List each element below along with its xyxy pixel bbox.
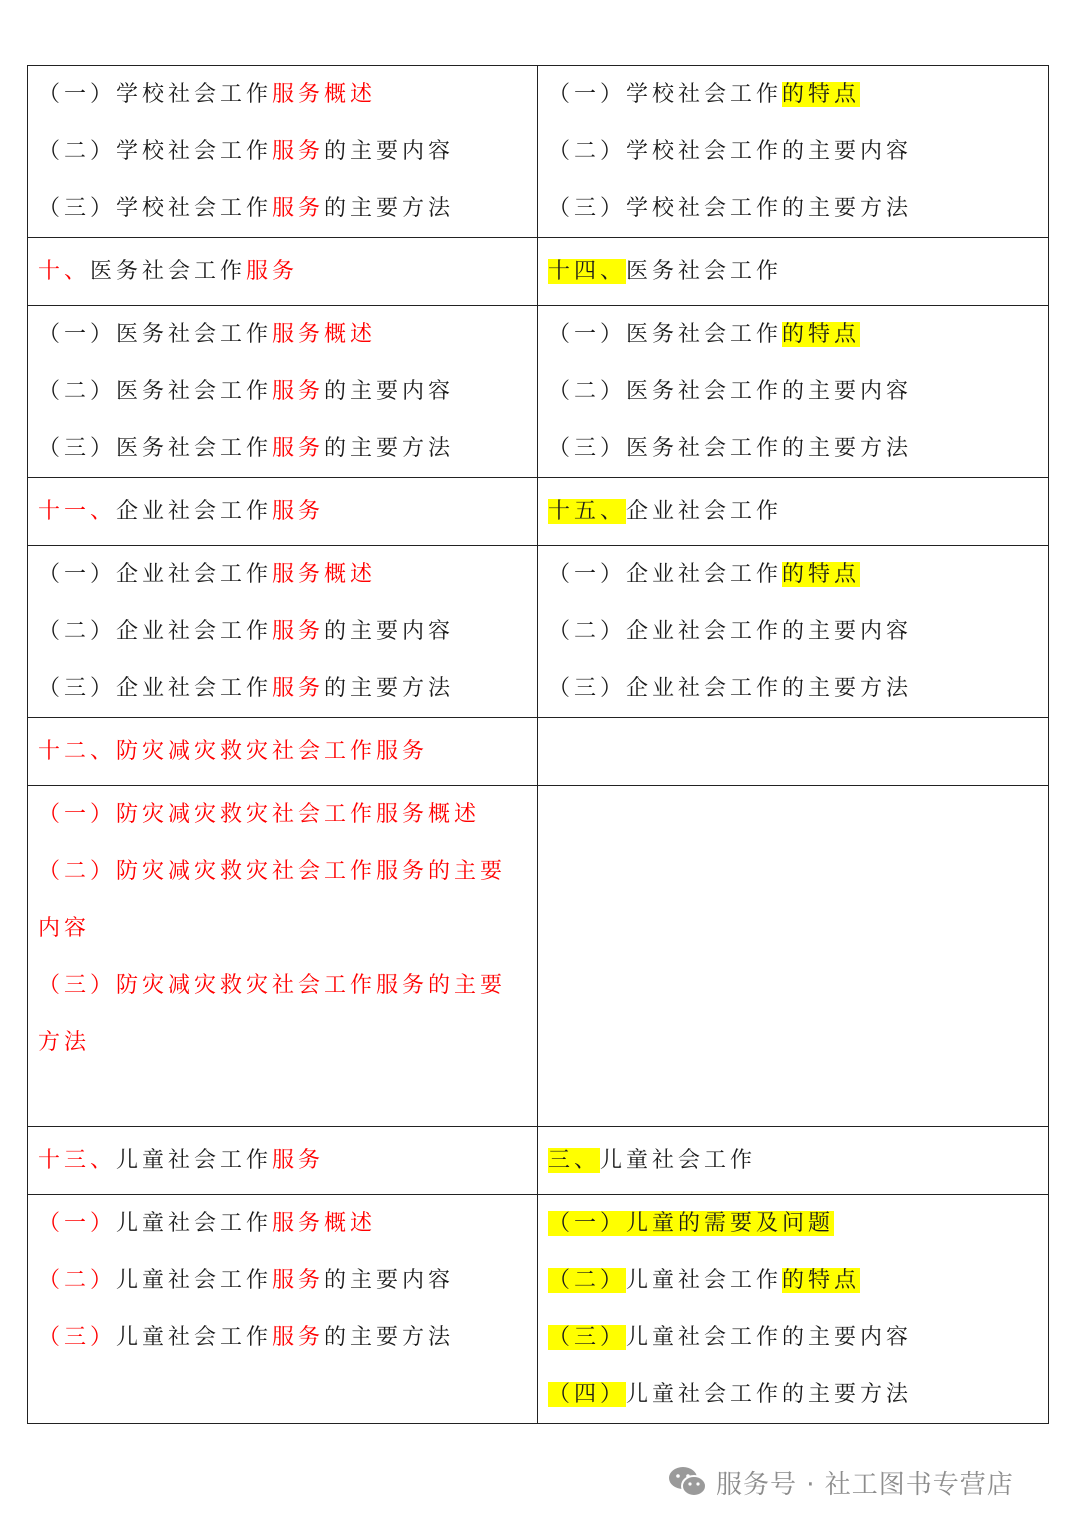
subsection-item <box>38 180 527 237</box>
text-segment: （三）企业社会工作 <box>38 676 273 701</box>
text-segment: 儿童社会工作 <box>116 1211 273 1236</box>
subsection-item <box>38 420 527 477</box>
red-text: 服务 <box>272 139 325 164</box>
watermark <box>668 1462 1014 1502</box>
text-segment: （二）学校社会工作的主要内容 <box>548 139 913 164</box>
red-text: 服务概述 <box>272 1211 377 1236</box>
subsection-item <box>548 660 1038 717</box>
new-edition-cell <box>28 478 538 546</box>
red-text: （二） <box>38 1268 117 1293</box>
highlighted-text: 十四、 <box>548 258 627 284</box>
subsection-item <box>38 123 527 180</box>
subsection-item <box>548 603 1038 660</box>
text-segment: （一）学校社会工作 <box>38 82 273 107</box>
old-edition-cell <box>538 718 1049 786</box>
text-segment: 的主要内容 <box>324 139 455 164</box>
subsection-item <box>38 546 527 603</box>
red-text: （三） <box>38 1325 117 1350</box>
highlighted-text: 的特点 <box>782 1268 861 1293</box>
old-edition-cell <box>538 238 1049 306</box>
subsection-row <box>28 306 1049 478</box>
text-segment: 儿童社会工作 <box>600 1147 757 1173</box>
red-text: 服务概述 <box>272 322 377 347</box>
text-segment: 医务社会工作 <box>626 258 783 284</box>
highlighted-text: （三） <box>548 1325 627 1350</box>
section-title <box>548 497 1038 527</box>
old-edition-cell <box>538 1127 1049 1195</box>
subsection-item <box>548 1195 1038 1252</box>
text-segment: （二）医务社会工作的主要内容 <box>548 379 913 404</box>
subsection-row <box>28 546 1049 718</box>
red-text: （二）防灾减灾救灾社会工作服务的主要内容 <box>38 859 507 941</box>
subsection-item <box>548 420 1038 477</box>
new-edition-cell <box>28 1195 538 1424</box>
old-edition-cell <box>538 786 1049 1127</box>
highlighted-text: 三、 <box>548 1147 601 1173</box>
section-title <box>38 257 527 287</box>
text-segment: 医务社会工作 <box>90 258 247 284</box>
text-segment: （二）企业社会工作 <box>38 619 273 644</box>
new-edition-cell <box>28 718 538 786</box>
new-edition-cell <box>28 66 538 238</box>
text-segment: 儿童社会工作 <box>116 1268 273 1293</box>
text-segment: 儿童社会工作的主要内容 <box>626 1325 913 1350</box>
subsection-item <box>38 66 527 123</box>
old-edition-cell <box>538 478 1049 546</box>
text-segment: 企业社会工作 <box>626 498 783 524</box>
subsection-item <box>548 1309 1038 1366</box>
text-segment: 的主要方法 <box>324 1325 455 1350</box>
new-edition-cell <box>28 306 538 478</box>
text-segment: 的主要内容 <box>324 379 455 404</box>
subsection-item <box>548 1366 1038 1423</box>
red-text: 服务 <box>246 258 299 284</box>
watermark-text: 服务号 · 社工图书专营店 <box>716 1469 1014 1500</box>
subsection-item <box>38 1309 527 1366</box>
subsection-item <box>548 66 1038 123</box>
subsection-item <box>38 603 527 660</box>
red-text: 十、 <box>38 258 91 284</box>
text-segment: 的主要内容 <box>324 619 455 644</box>
red-text: 服务 <box>272 619 325 644</box>
subsection-item <box>548 546 1038 603</box>
text-segment: 的主要方法 <box>324 196 455 221</box>
text-segment: 儿童社会工作 <box>116 1147 273 1173</box>
section-heading-row <box>28 478 1049 546</box>
text-segment: （三）医务社会工作 <box>38 436 273 461</box>
subsection-item <box>548 363 1038 420</box>
text-segment: （二）医务社会工作 <box>38 379 273 404</box>
highlighted-text: （四） <box>548 1382 627 1407</box>
red-text: 服务概述 <box>272 82 377 107</box>
subsection-item <box>548 306 1038 363</box>
red-text: 服务 <box>272 1325 325 1350</box>
red-text: （一）防灾减灾救灾社会工作服务概述 <box>38 802 481 827</box>
red-text: 服务 <box>272 436 325 461</box>
text-segment: （一）企业社会工作 <box>38 562 273 587</box>
red-text: 十三、 <box>38 1147 117 1173</box>
red-text: 服务 <box>272 196 325 221</box>
new-edition-cell <box>28 786 538 1127</box>
subsection-item <box>38 957 527 1071</box>
new-edition-cell <box>28 546 538 718</box>
subsection-row <box>28 1195 1049 1424</box>
subsection-item <box>38 660 527 717</box>
highlighted-text: 的特点 <box>782 322 861 347</box>
red-text: （三）防灾减灾救灾社会工作服务的主要方法 <box>38 973 507 1055</box>
section-title <box>38 1146 527 1176</box>
text-segment: （三）学校社会工作 <box>38 196 273 221</box>
red-text: 服务 <box>272 1268 325 1293</box>
red-text: （一） <box>38 1211 117 1236</box>
text-segment: 企业社会工作 <box>116 498 273 524</box>
red-text: 十一、 <box>38 498 117 524</box>
new-edition-cell <box>28 238 538 306</box>
subsection-item <box>548 123 1038 180</box>
subsection-item <box>38 843 527 957</box>
text-segment: （二）企业社会工作的主要内容 <box>548 619 913 644</box>
red-text: 服务 <box>272 498 325 524</box>
text-segment: 的主要方法 <box>324 436 455 461</box>
text-segment: 儿童社会工作的主要方法 <box>626 1382 913 1407</box>
highlighted-text: 的特点 <box>782 82 861 107</box>
old-edition-cell <box>538 546 1049 718</box>
subsection-row <box>28 66 1049 238</box>
old-edition-cell <box>538 306 1049 478</box>
red-text: 十二、防灾减灾救灾社会工作服务 <box>38 738 429 764</box>
text-segment: （一）医务社会工作 <box>38 322 273 347</box>
section-heading-row <box>28 238 1049 306</box>
subsection-item <box>38 1252 527 1309</box>
section-heading-row <box>28 1127 1049 1195</box>
section-title <box>38 737 527 767</box>
subsection-item <box>38 786 527 843</box>
text-segment: （三）企业社会工作的主要方法 <box>548 676 913 701</box>
text-segment: 儿童社会工作 <box>116 1325 273 1350</box>
text-segment: 儿童社会工作 <box>626 1268 783 1293</box>
subsection-item <box>38 306 527 363</box>
text-segment: （二）学校社会工作 <box>38 139 273 164</box>
red-text: 服务 <box>272 676 325 701</box>
new-edition-cell <box>28 1127 538 1195</box>
text-segment: 的主要内容 <box>324 1268 455 1293</box>
text-segment: （三）医务社会工作的主要方法 <box>548 436 913 461</box>
section-heading-row <box>28 718 1049 786</box>
text-segment: （一）学校社会工作 <box>548 82 783 107</box>
subsection-item <box>38 363 527 420</box>
highlighted-text: 十五、 <box>548 498 627 524</box>
wechat-icon <box>668 1465 708 1499</box>
text-segment: 的主要方法 <box>324 676 455 701</box>
subsection-item <box>548 1252 1038 1309</box>
subsection-item <box>548 180 1038 237</box>
subsection-item <box>38 1195 527 1252</box>
highlighted-text: （一）儿童的需要及问题 <box>548 1211 835 1236</box>
text-segment: （一）医务社会工作 <box>548 322 783 347</box>
red-text: 服务 <box>272 379 325 404</box>
highlighted-text: 的特点 <box>782 562 861 587</box>
text-segment: （三）学校社会工作的主要方法 <box>548 196 913 221</box>
highlighted-text: （二） <box>548 1268 627 1293</box>
section-title <box>548 257 1038 287</box>
red-text: 服务 <box>272 1147 325 1173</box>
red-text: 服务概述 <box>272 562 377 587</box>
section-title <box>548 1146 1038 1176</box>
subsection-row <box>28 786 1049 1127</box>
section-title <box>38 497 527 527</box>
comparison-table <box>27 65 1049 1424</box>
text-segment: （一）企业社会工作 <box>548 562 783 587</box>
old-edition-cell <box>538 1195 1049 1424</box>
old-edition-cell <box>538 66 1049 238</box>
